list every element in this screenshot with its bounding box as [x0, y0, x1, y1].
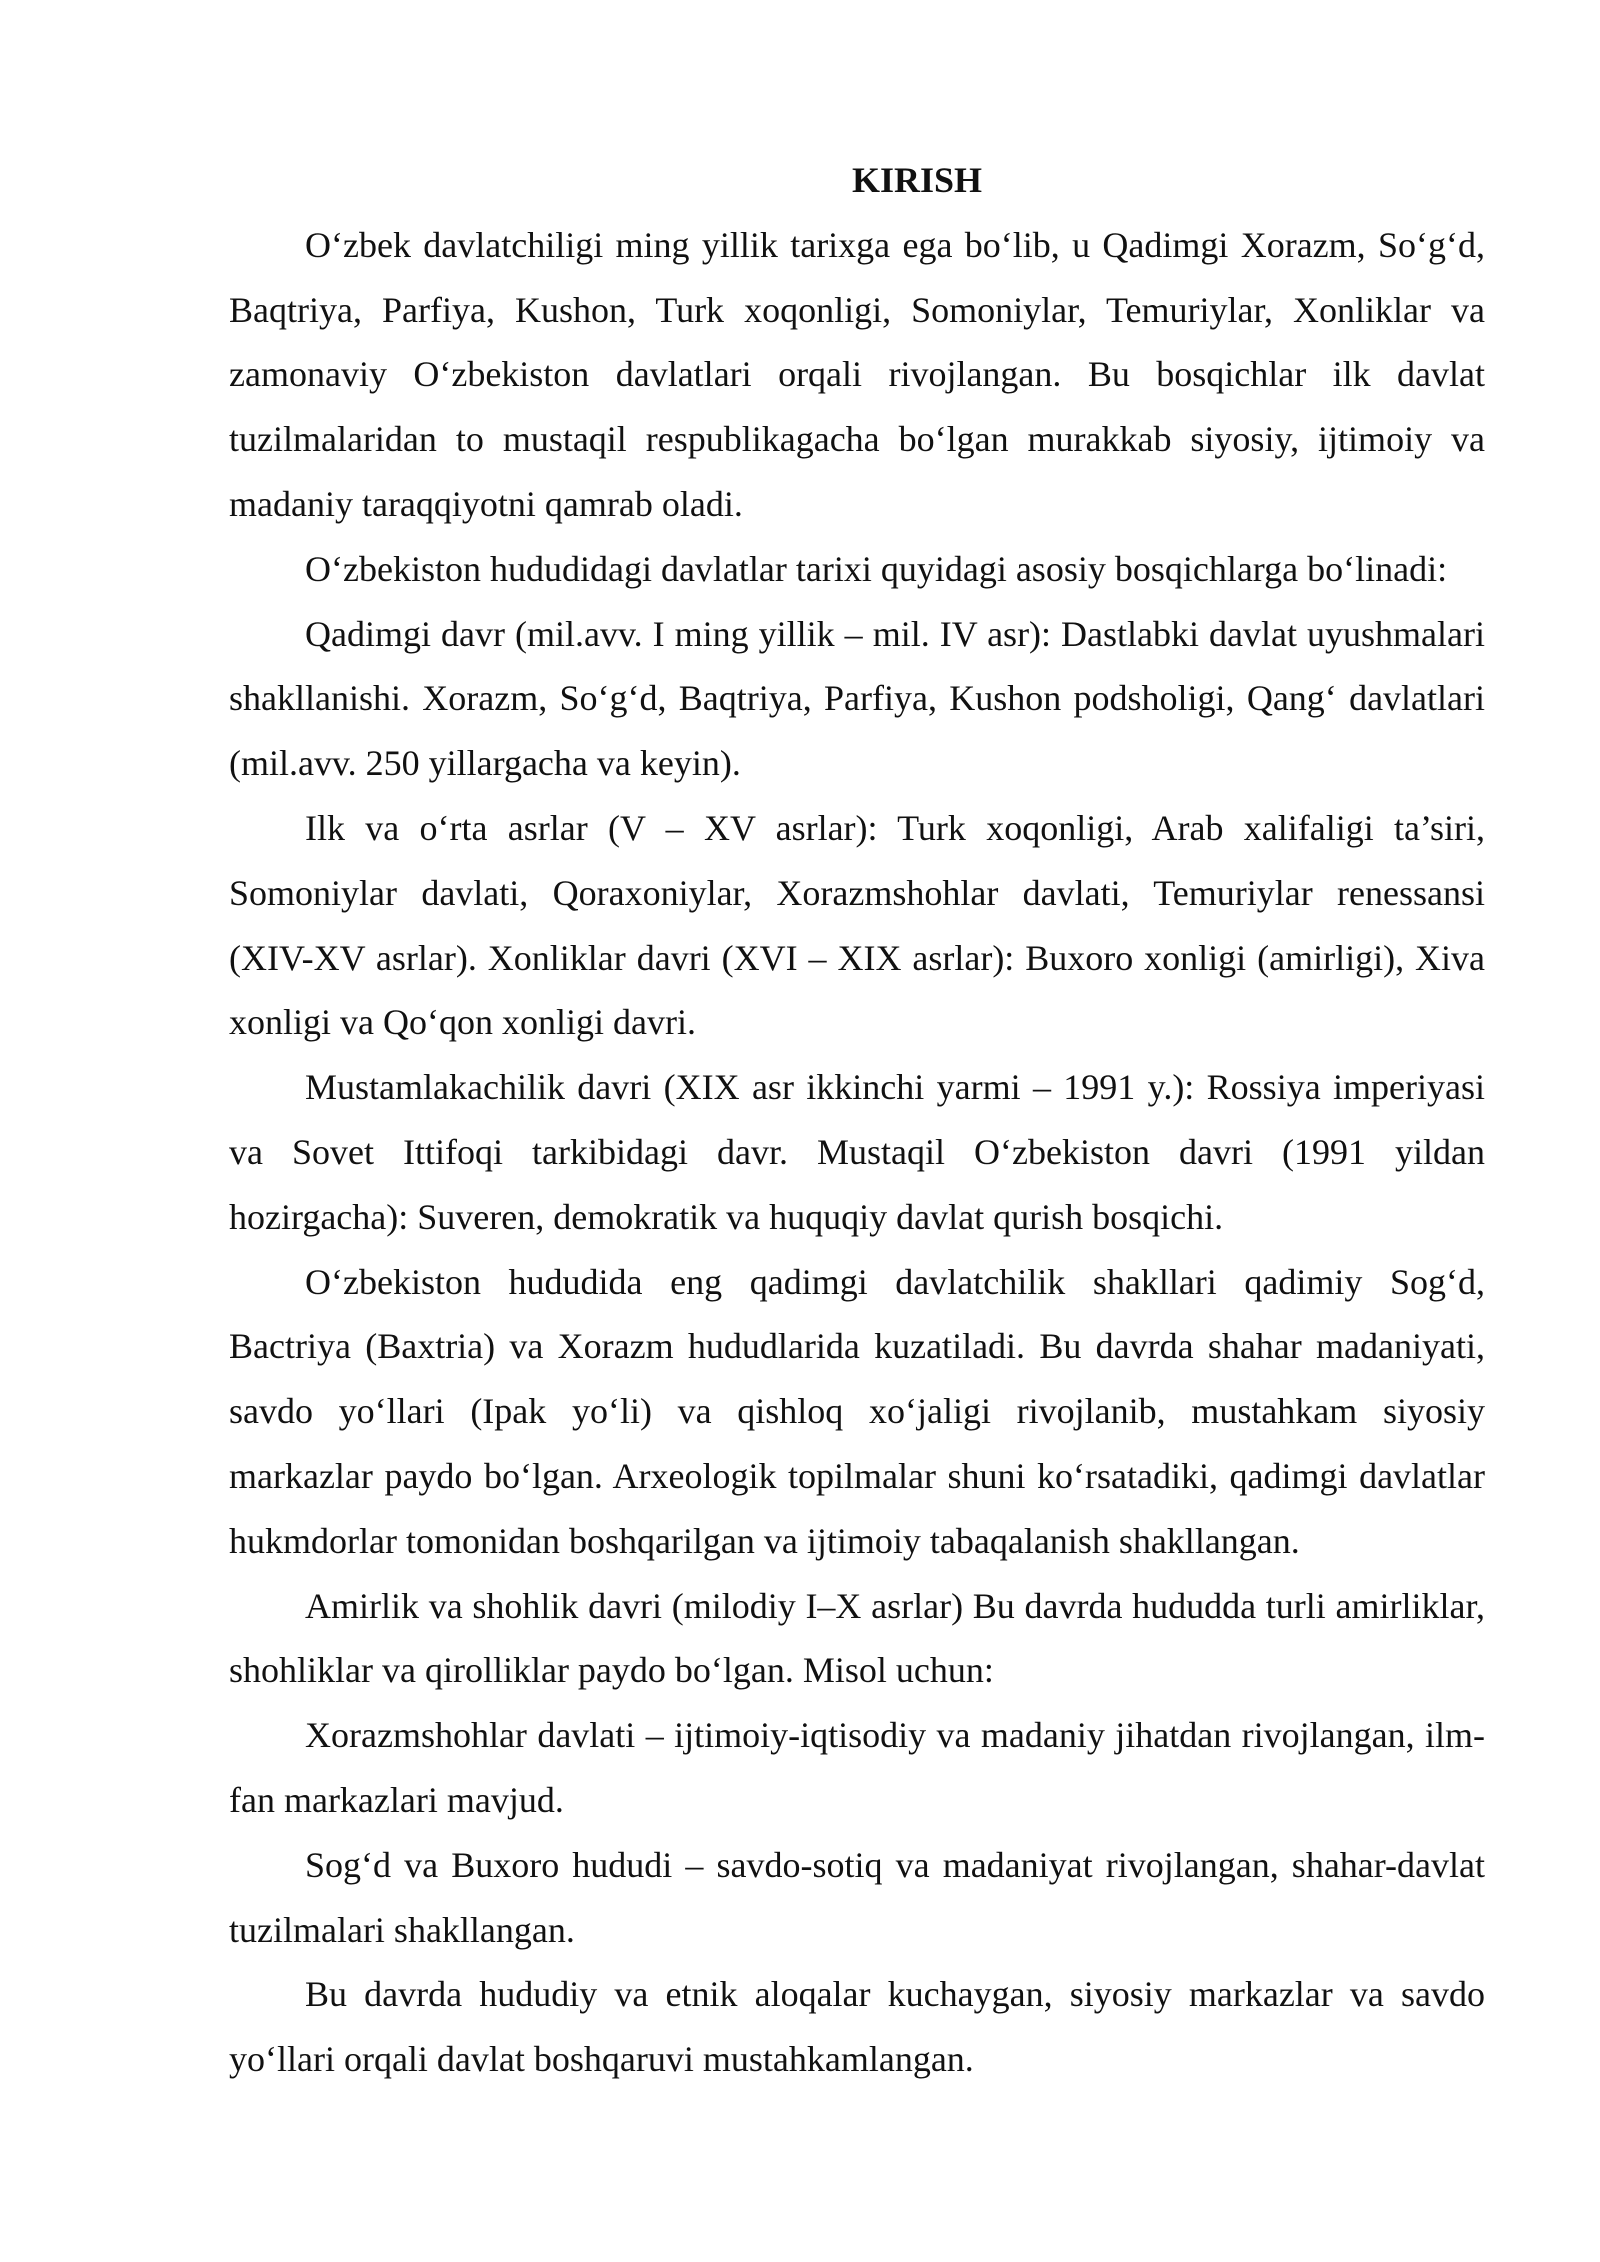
- paragraph: O‘zbekiston hududidagi davlatlar tarixi quyidagi asosiy bosqichlarga bo‘linadi:: [305, 548, 1448, 589]
- page-title: KIRISH: [851, 160, 983, 200]
- paragraph: Bu davrda hududiy va etnik aloqalar kuchaygan, siyosiy markazlar va savdo yo‘llari orqali davlat boshqaruvi mustahkamlangan.: [229, 1974, 1485, 2080]
- document-body: [229, 148, 1485, 2092]
- paragraph: Qadimgi davr (mil.avv. I ming yillik – mil. IV asr): Dastlabki davlat uyushmalari shakllanishi. Xorazm, So‘g‘d, Baqtriya, Parfiya, Kushon podsholigi, Qang‘ davlatlari (mil.avv. 250 yillargacha va keyin).: [229, 613, 1485, 784]
- paragraph: Sog‘d va Buxoro hududi – savdo-sotiq va madaniyat rivojlangan, shahar-davlat tuzilmalari shakllangan.: [229, 1844, 1485, 1950]
- paragraph: O‘zbekiston hududida eng qadimgi davlatchilik shakllari qadimiy Sog‘d, Bactriya (Baxtria) va Xorazm hududlarida kuzatiladi. Bu davrda shahar madaniyati, savdo yo‘llari (Ipak yo‘li) va qishloq xo‘jaligi rivojlanib, mustahkam siyosiy markazlar paydo bo‘lgan. Arxeologik topilmalar shuni ko‘rsatadiki, qadimgi davlatlar hukmdorlar tomonidan boshqarilgan va ijtimoiy tabaqalanish shakllangan.: [229, 1261, 1485, 1561]
- paragraph: Ilk va o‘rta asrlar (V – XV asrlar): Turk xoqonligi, Arab xalifaligi ta’siri, Somoniylar davlati, Qoraxoniylar, Xorazmshohlar davlati, Temuriylar renessansi (XIV-XV asrlar). Xonliklar davri (XVI – XIX asrlar): Buxoro xonligi (amirligi), Xiva xonligi va Qo‘qon xonligi davri.: [229, 807, 1485, 1043]
- paragraph: O‘zbek davlatchiligi ming yillik tarixga ega bo‘lib, u Qadimgi Xorazm, So‘g‘d, Baqtriya, Parfiya, Kushon, Turk xoqonligi, Somoniylar, Temuriylar, Xonliklar va zamonaviy O‘zbekiston davlatlari orqali rivojlangan. Bu bosqichlar ilk davlat tuzilmalaridan to mustaqil respublikagacha bo‘lgan murakkab siyosiy, ijtimoiy va madaniy taraqqiyotni qamrab oladi.: [229, 224, 1485, 524]
- paragraph: Amirlik va shohlik davri (milodiy I–X asrlar) Bu davrda hududda turli amirliklar, shohliklar va qirolliklar paydo bo‘lgan. Misol uchun:: [229, 1585, 1485, 1691]
- paragraph: Mustamlakachilik davri (XIX asr ikkinchi yarmi – 1991 y.): Rossiya imperiyasi va Sovet Ittifoqi tarkibidagi davr. Mustaqil O‘zbekiston davri (1991 yildan hozirgacha): Suveren, demokratik va huquqiy davlat qurish bosqichi.: [229, 1067, 1485, 1237]
- paragraph: Xorazmshohlar davlati – ijtimoiy-iqtisodiy va madaniy jihatdan rivojlangan, ilm-fan markazlari mavjud.: [229, 1715, 1485, 1820]
